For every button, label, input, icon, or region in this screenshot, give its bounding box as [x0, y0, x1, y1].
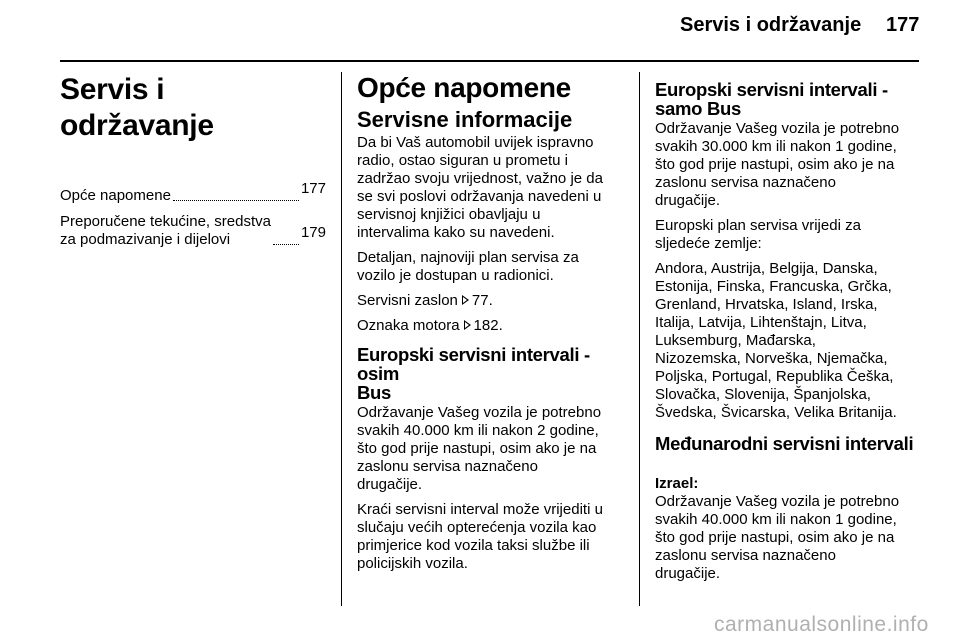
toc-entry[interactable] [60, 213, 326, 249]
reference-page: 77. [471, 292, 493, 309]
toc-entry-label: Preporučene tekućine, sredstva za podmazivanje i dijelovi [60, 213, 271, 248]
toc-leader-dots [273, 244, 299, 245]
column-divider-2 [639, 72, 640, 606]
watermark: carmanualsonline.info [714, 613, 929, 636]
service-info-heading: Servisne informacije [357, 107, 573, 132]
service-info-paragraph: Detaljan, najnoviji plan servisa za vozilo je dostupan u radionici. [357, 249, 579, 284]
reference-label: Servisni zaslon [357, 292, 458, 309]
chapter-title: Servis i održavanje [60, 73, 214, 142]
reference-label: Oznaka motora [357, 317, 460, 334]
page-reference-icon [462, 295, 469, 305]
toc-entry-label: Opće napomene [60, 187, 171, 204]
engine-code-reference[interactable] [357, 317, 625, 335]
page-number: 177 [886, 14, 920, 36]
page-header-title: Servis i održavanje [680, 14, 862, 36]
reference-page: 182. [473, 317, 503, 334]
eu-except-bus-paragraph: Kraći servisni interval može vrijediti u slučaju većih opterećenja vozila kao primjerice kod vozila taksi službe ili policijskih vozila. [357, 501, 603, 572]
eu-intervals-except-bus-heading: Europski servisni intervali - osim Bus [357, 344, 590, 403]
eu-intervals-bus-only-heading: Europski servisni intervali - samo Bus [655, 79, 888, 119]
toc-leader-dots [173, 200, 299, 201]
content-column-2 [357, 72, 625, 580]
page-reference-icon [464, 320, 471, 330]
israel-label: Izrael: [655, 475, 699, 492]
international-intervals-heading: Međunarodni servisni intervali [655, 433, 914, 454]
eu-bus-only-paragraph: Održavanje Vašeg vozila je potrebno svakih 30.000 km ili nakon 1 godine, što god prije nastupi, osim ako je na zaslonu servisa naznačeno drugačije. [655, 120, 900, 209]
service-info-paragraph: Da bi Vaš automobil uvijek ispravno radio, ostao siguran u prometu i zadržao svoju vrijednost, važno je da se svi poslovi održavanja navedeni u servisnoj knjižici obavljaju u intervalima kako su navedeni. [357, 134, 603, 241]
toc-entry[interactable] [60, 180, 326, 205]
eu-except-bus-paragraph: Održavanje Vašeg vozila je potrebno svakih 40.000 km ili nakon 2 godine, što god prije nastupi, osim ako je na zaslonu servisa naznačeno drugačije. [357, 404, 602, 493]
column-divider-1 [341, 72, 342, 606]
header-rule [60, 60, 919, 62]
content-column-3 [655, 72, 925, 590]
section-title: Opće napomene [357, 72, 571, 103]
toc-entry-page: 177 [300, 180, 326, 197]
eu-countries-list: Andora, Austrija, Belgija, Danska, Estonija, Finska, Francuska, Grčka, Grenland, Hrvatska, Island, Irska, Italija, Latvija, Lihtenštajn, Litva, Luksemburg, Mađarska, Nizozemska, Norveška, Njemačka, Poljska, Portugal, Republika Češka, Slovačka, Slovenija, Španjolska, Švedska, Švicarska, Velika Britanija. [655, 260, 897, 421]
service-display-reference[interactable] [357, 292, 625, 310]
toc-column [60, 72, 326, 257]
israel-paragraph: Održavanje Vašeg vozila je potrebno svakih 40.000 km ili nakon 1 godine, što god prije nastupi, osim ako je na zaslonu servisa naznačeno drugačije. [655, 493, 900, 582]
eu-bus-only-paragraph: Europski plan servisa vrijedi za sljedeće zemlje: [655, 217, 861, 252]
toc-entry-page: 179 [300, 224, 326, 241]
